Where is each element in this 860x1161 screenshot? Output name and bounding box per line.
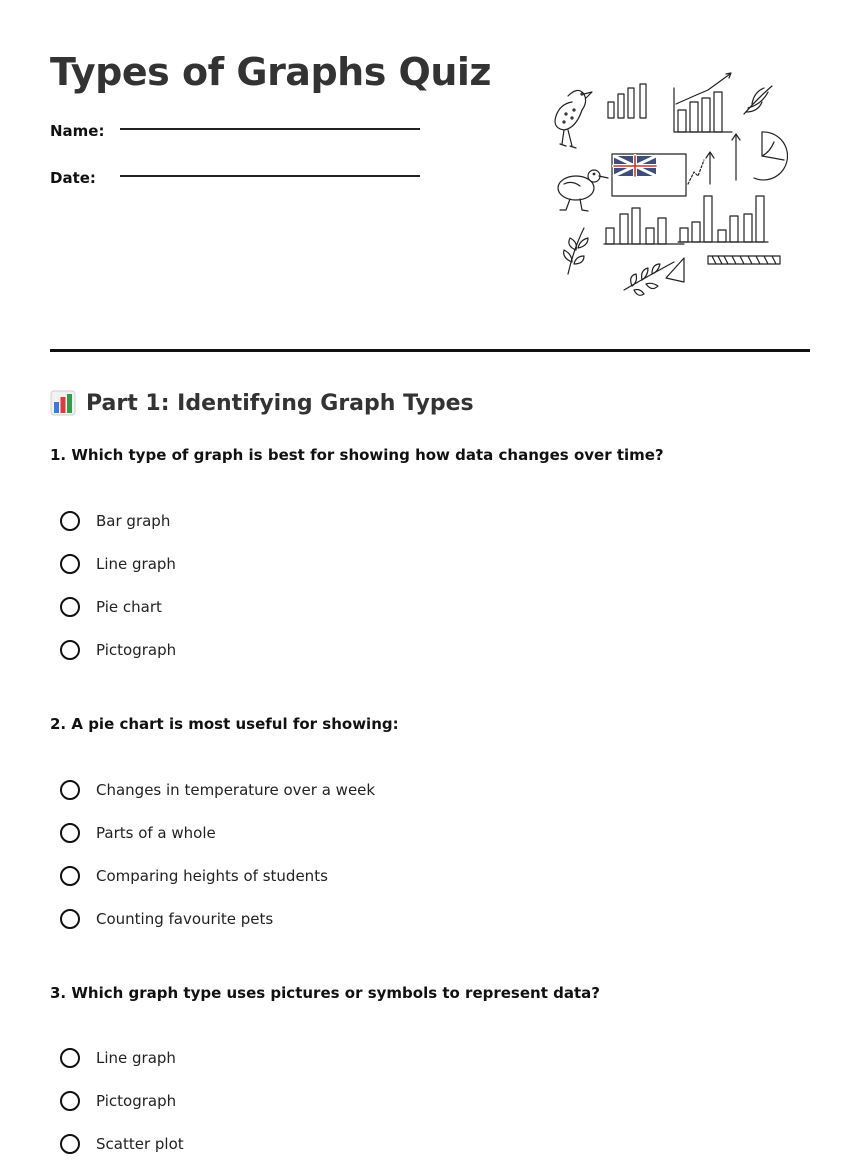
name-label: Name: — [50, 122, 105, 140]
q1-option-2[interactable]: Line graph — [60, 554, 176, 574]
radio-button[interactable] — [60, 780, 80, 800]
radio-button[interactable] — [60, 597, 80, 617]
radio-button[interactable] — [60, 511, 80, 531]
radio-button[interactable] — [60, 640, 80, 660]
question-1-text: 1. Which type of graph is best for showing how data changes over time? — [50, 446, 664, 464]
pie-chart-doodle — [754, 132, 787, 180]
pattern-strip-doodle — [708, 256, 780, 264]
graph-doodles-illustration — [548, 68, 788, 300]
q1-option-3[interactable]: Pie chart — [60, 597, 162, 617]
section-title — [50, 390, 474, 416]
date-label: Date: — [50, 169, 96, 187]
q2-option-2[interactable]: Parts of a whole — [60, 823, 216, 843]
bar-chart-icon — [50, 390, 76, 416]
radio-button[interactable] — [60, 866, 80, 886]
radio-button[interactable] — [60, 554, 80, 574]
q1-option-1[interactable]: Bar graph — [60, 511, 170, 531]
q2-option-1[interactable]: Changes in temperature over a week — [60, 780, 375, 800]
bird-doodle-top — [555, 90, 592, 148]
q3-option-2[interactable]: Pictograph — [60, 1091, 176, 1111]
flag-doodle — [612, 154, 686, 196]
bar-chart-doodle-2 — [604, 208, 684, 244]
fern-doodle-left — [564, 228, 588, 274]
trend-chart-doodle — [674, 73, 732, 132]
radio-button[interactable] — [60, 823, 80, 843]
date-field[interactable] — [120, 175, 420, 177]
radio-button[interactable] — [60, 1048, 80, 1068]
radio-button[interactable] — [60, 1091, 80, 1111]
q2-option-3[interactable]: Comparing heights of students — [60, 866, 328, 886]
name-field[interactable] — [120, 128, 420, 130]
q1-option-4[interactable]: Pictograph — [60, 640, 176, 660]
q3-option-3[interactable]: Scatter plot — [60, 1134, 184, 1154]
radio-button[interactable] — [60, 1134, 80, 1154]
header-divider — [50, 349, 810, 352]
feather-doodle — [744, 86, 772, 114]
question-2-text: 2. A pie chart is most useful for showing: — [50, 715, 399, 733]
quiz-title: Types of Graphs Quiz — [50, 50, 492, 94]
radio-button[interactable] — [60, 909, 80, 929]
q2-option-4[interactable]: Counting favourite pets — [60, 909, 273, 929]
bar-chart-doodle-1 — [608, 84, 646, 118]
bar-chart-doodle-3 — [678, 196, 768, 242]
bird-doodle-middle — [558, 170, 608, 211]
q3-option-1[interactable]: Line graph — [60, 1048, 176, 1068]
fern-doodle-bottom — [624, 258, 684, 295]
question-3-text: 3. Which graph type uses pictures or symbols to represent data? — [50, 984, 600, 1002]
section-title-text: Part 1: Identifying Graph Types — [86, 390, 474, 416]
axis-doodle — [688, 134, 740, 184]
